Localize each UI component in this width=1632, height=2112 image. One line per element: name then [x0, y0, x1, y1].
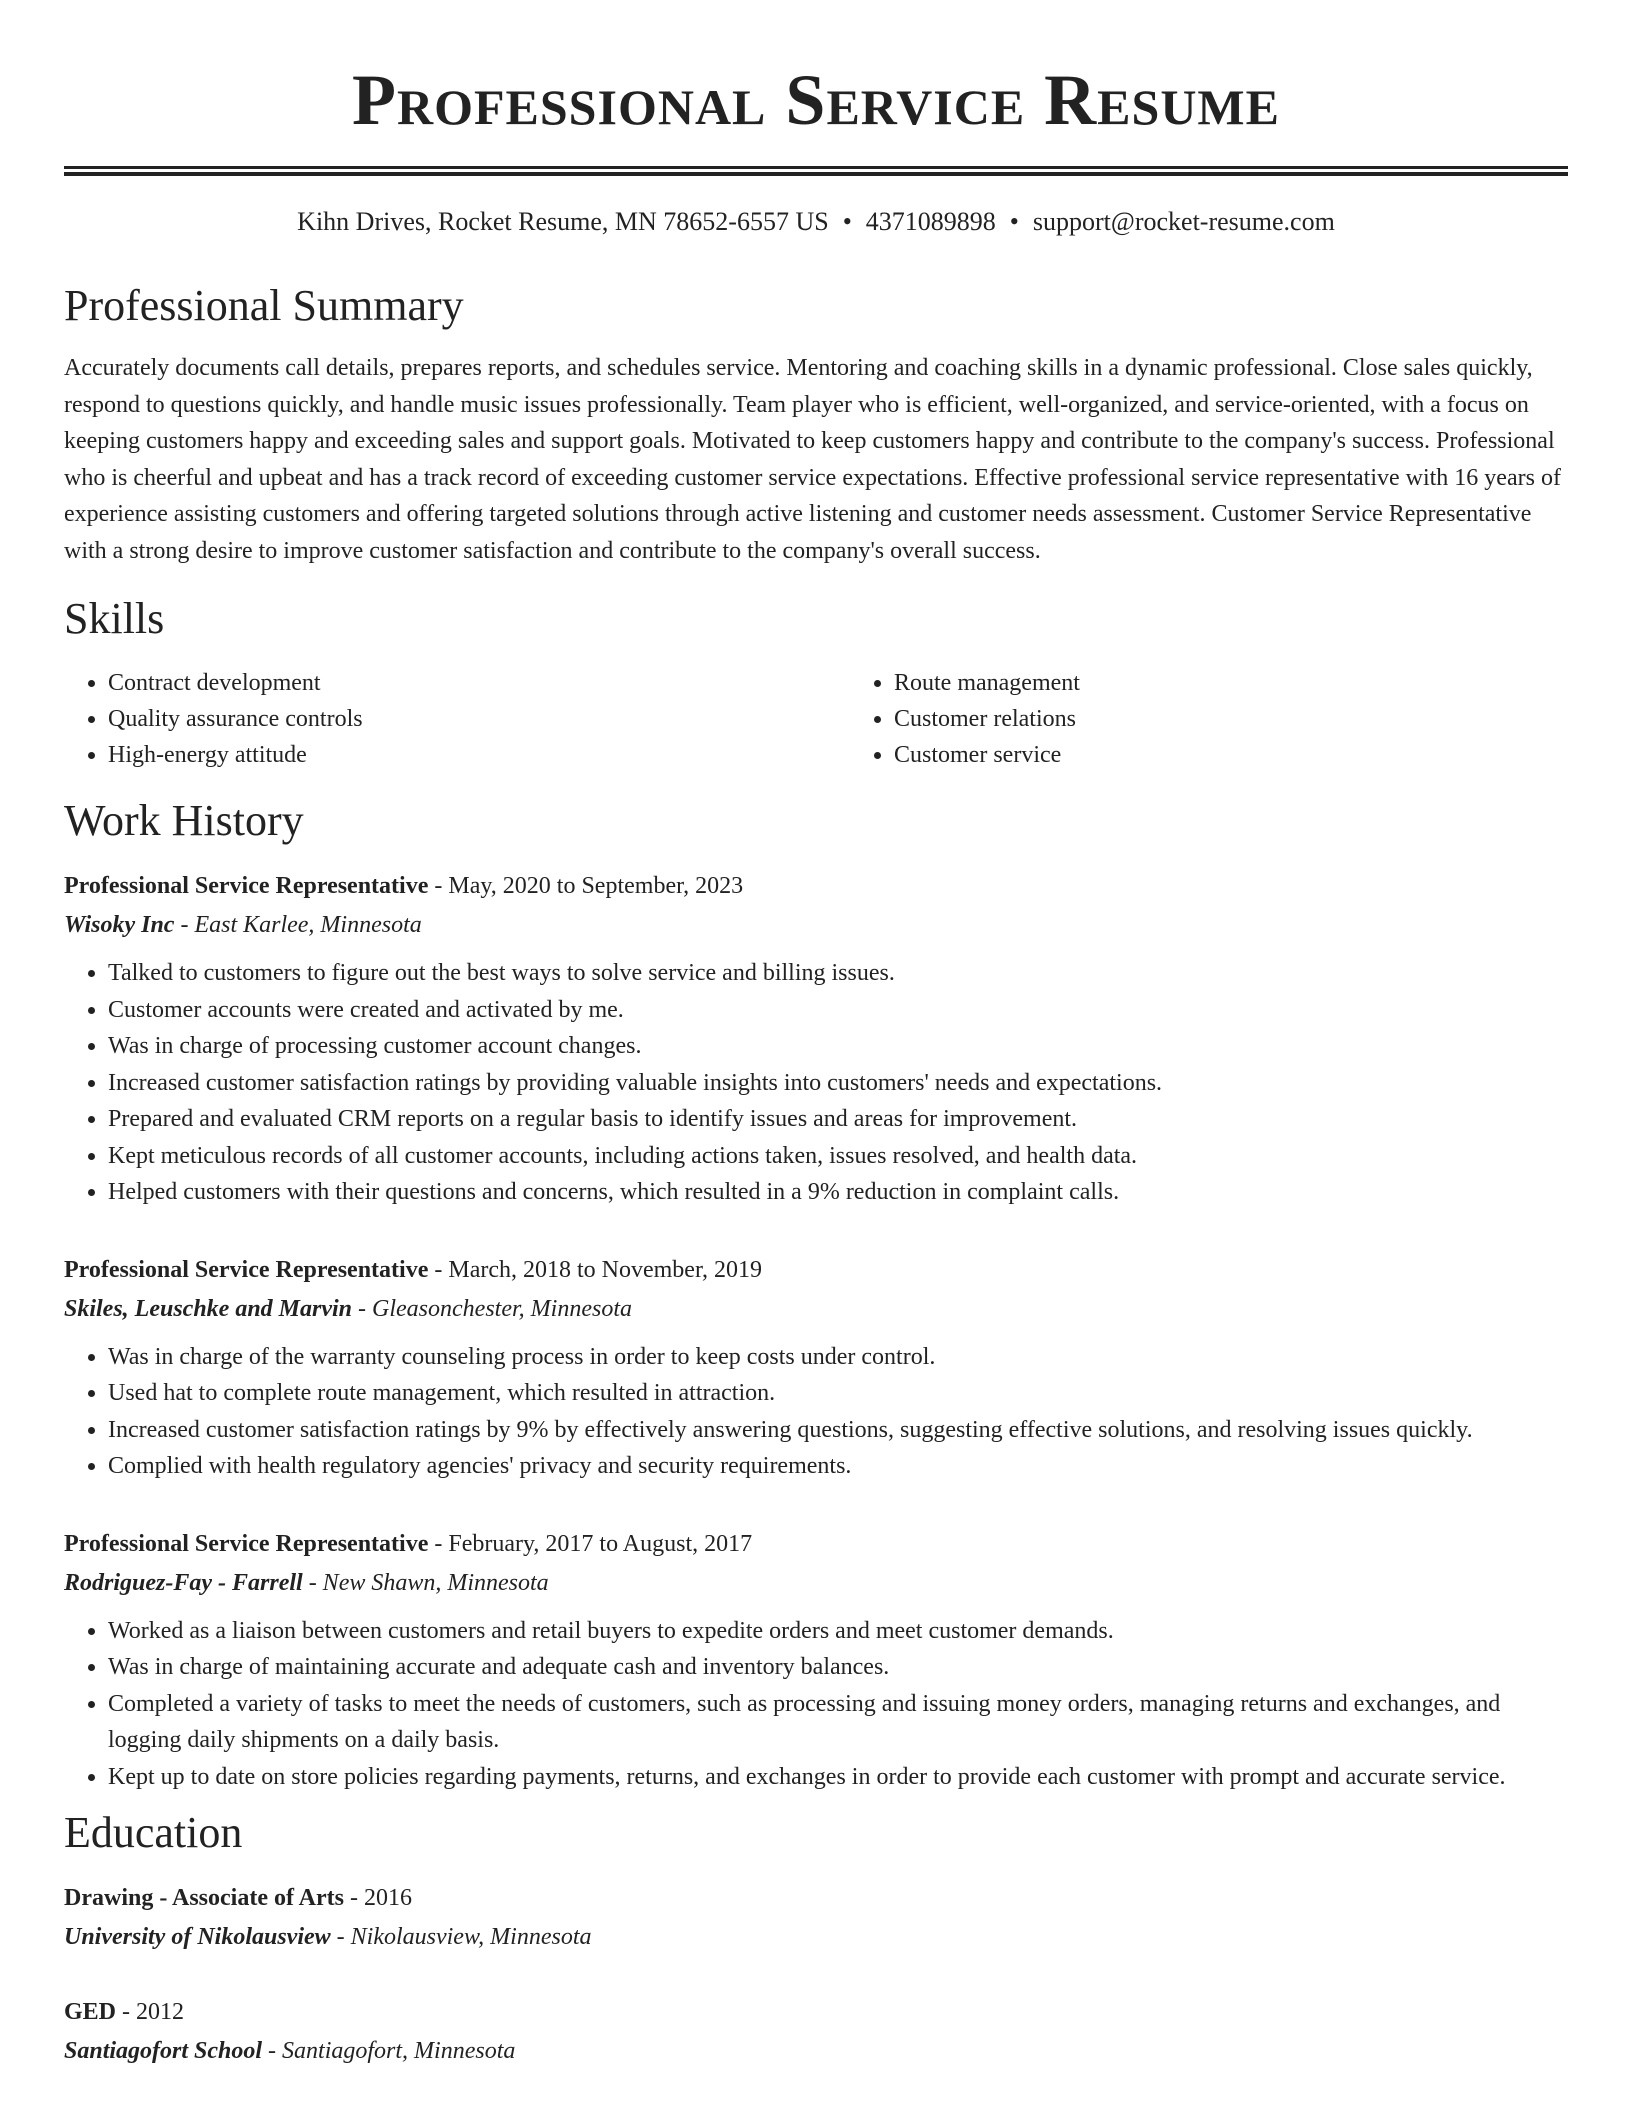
education-entry	[64, 1879, 1568, 1957]
job-bullets	[64, 1613, 1568, 1796]
contact-email: support@rocket-resume.com	[1032, 207, 1335, 236]
job-bullet: • Worked as a liaison between customers and retail buyers to expedite orders and meet customer demands.	[108, 1613, 1568, 1650]
job-role: Professional Service Representative	[64, 1530, 429, 1557]
title-double-rule	[64, 166, 1568, 176]
skill-item: • Quality assurance controls	[108, 701, 850, 737]
employer-location: - New Shawn, Minnesota	[302, 1569, 549, 1596]
skills-column-right	[850, 665, 1568, 773]
degree-name: GED	[64, 1999, 117, 2025]
job-bullet: • Helped customers with their questions and concerns, which resulted in a 9% reduction in complaint calls.	[108, 1174, 1568, 1211]
degree-line	[64, 1879, 1568, 1917]
work-history-heading: Work History	[64, 796, 304, 845]
job-bullet: • Used hat to complete route management, which resulted in attraction.	[108, 1375, 1568, 1412]
employer-location: - East Karlee, Minnesota	[174, 912, 422, 938]
job-entry	[64, 1251, 1568, 1485]
job-entry	[64, 1525, 1568, 1796]
contact-line	[64, 206, 1568, 238]
education-entry	[64, 1993, 1568, 2071]
job-role: Professional Service Representative	[64, 1256, 429, 1283]
job-bullet: • Talked to customers to figure out the best ways to solve service and billing issues.	[108, 955, 1568, 992]
job-bullet: • Kept up to date on store policies regarding payments, returns, and exchanges in order to provide each customer with prompt and accurate service.	[108, 1759, 1568, 1796]
contact-separator: •	[842, 207, 852, 236]
job-bullet: • Prepared and evaluated CRM reports on a regular basis to identify issues and areas for improvement.	[108, 1101, 1568, 1138]
job-bullet: • Was in charge of the warranty counseling process in order to keep costs under control.	[108, 1339, 1568, 1376]
school-name: University of Nikolausview	[64, 1924, 331, 1950]
school-location: - Santiagofort, Minnesota	[262, 2038, 516, 2064]
employer-line	[64, 905, 1568, 945]
job-bullets	[64, 1339, 1568, 1485]
skills-grid	[64, 665, 1568, 773]
employer-name: Skiles, Leuschke and Marvin	[64, 1295, 353, 1322]
job-bullet: • Was in charge of processing customer account changes.	[108, 1028, 1568, 1065]
employer-location: - Gleasonchester, Minnesota	[352, 1295, 632, 1322]
degree-name: Drawing - Associate of Arts	[64, 1885, 344, 1911]
school-location: - Nikolausview, Minnesota	[330, 1924, 592, 1950]
skill-item: • Customer relations	[894, 701, 1568, 737]
resume-title: Professional Service Resume	[352, 60, 1280, 140]
job-bullets	[64, 955, 1568, 1211]
education-heading: Education	[64, 1808, 243, 1857]
job-title-line	[64, 867, 1568, 905]
work-history-section	[64, 793, 1568, 1795]
job-bullet: • Kept meticulous records of all customer accounts, including actions taken, issues resolved, and health data.	[108, 1138, 1568, 1175]
job-entry	[64, 867, 1568, 1211]
job-title-line	[64, 1525, 1568, 1563]
employer-line	[64, 1289, 1568, 1329]
job-dates: - May, 2020 to September, 2023	[428, 873, 744, 899]
job-bullet: • Increased customer satisfaction ratings by 9% by effectively answering questions, suggesting effective solutions, and resolving issues quickly.	[108, 1412, 1568, 1449]
school-name: Santiagofort School	[64, 2038, 263, 2064]
job-bullet: • Increased customer satisfaction ratings by providing valuable insights into customers' needs and expectations.	[108, 1065, 1568, 1102]
summary-section	[64, 278, 1568, 569]
degree-line	[64, 1993, 1568, 2031]
degree-year: - 2016	[343, 1885, 412, 1911]
skills-heading: Skills	[64, 594, 165, 643]
job-title-line	[64, 1251, 1568, 1289]
employer-name: Wisoky Inc	[64, 912, 175, 938]
school-line	[64, 2031, 1568, 2071]
degree-year: - 2012	[116, 1999, 185, 2025]
skill-item: • Contract development	[108, 665, 850, 701]
job-bullet: • Complied with health regulatory agencies' privacy and security requirements.	[108, 1448, 1568, 1485]
skills-column-left	[64, 665, 850, 773]
summary-heading: Professional Summary	[64, 281, 464, 330]
contact-address: Kihn Drives, Rocket Resume, MN 78652-6557 US	[297, 207, 829, 236]
skill-item: • Route management	[894, 665, 1568, 701]
job-bullet: • Completed a variety of tasks to meet the needs of customers, such as processing and issuing money orders, managing returns and exchanges, and logging daily shipments on a daily basis.	[108, 1686, 1568, 1759]
job-bullet: • Was in charge of maintaining accurate and adequate cash and inventory balances.	[108, 1649, 1568, 1686]
employer-name: Rodriguez-Fay - Farrell	[64, 1569, 303, 1596]
employer-line	[64, 1563, 1568, 1603]
skills-section	[64, 591, 1568, 773]
job-dates: - February, 2017 to August, 2017	[428, 1530, 753, 1557]
school-line	[64, 1917, 1568, 1957]
contact-separator: •	[1009, 207, 1019, 236]
summary-text: Accurately documents call details, prepares reports, and schedules service. Mentoring and coaching skills in a dynamic professional. Close sales quickly, respond to questions quickly, and handle music issues professionally. Team player who is efficient, well-organized, and service-oriented, with a focus on keeping customers happy and exceeding sales and support goals. Motivated to keep customers happy and contribute to the company's success. Professional who is cheerful and upbeat and has a track record of exceeding customer service expectations. Effective professional service representative with 16 years of experience assisting customers and offering targeted solutions through active listening and customer needs assessment. Customer Service Representative with a strong desire to improve customer satisfaction and contribute to the company's overall success.	[64, 355, 1561, 564]
skill-item: • Customer service	[894, 737, 1568, 773]
job-role: Professional Service Representative	[64, 873, 429, 899]
job-dates: - March, 2018 to November, 2019	[428, 1256, 762, 1283]
skill-item: • High-energy attitude	[108, 737, 850, 773]
contact-phone: 4371089898	[865, 207, 996, 236]
job-bullet: • Customer accounts were created and activated by me.	[108, 992, 1568, 1029]
education-section	[64, 1805, 1568, 2071]
